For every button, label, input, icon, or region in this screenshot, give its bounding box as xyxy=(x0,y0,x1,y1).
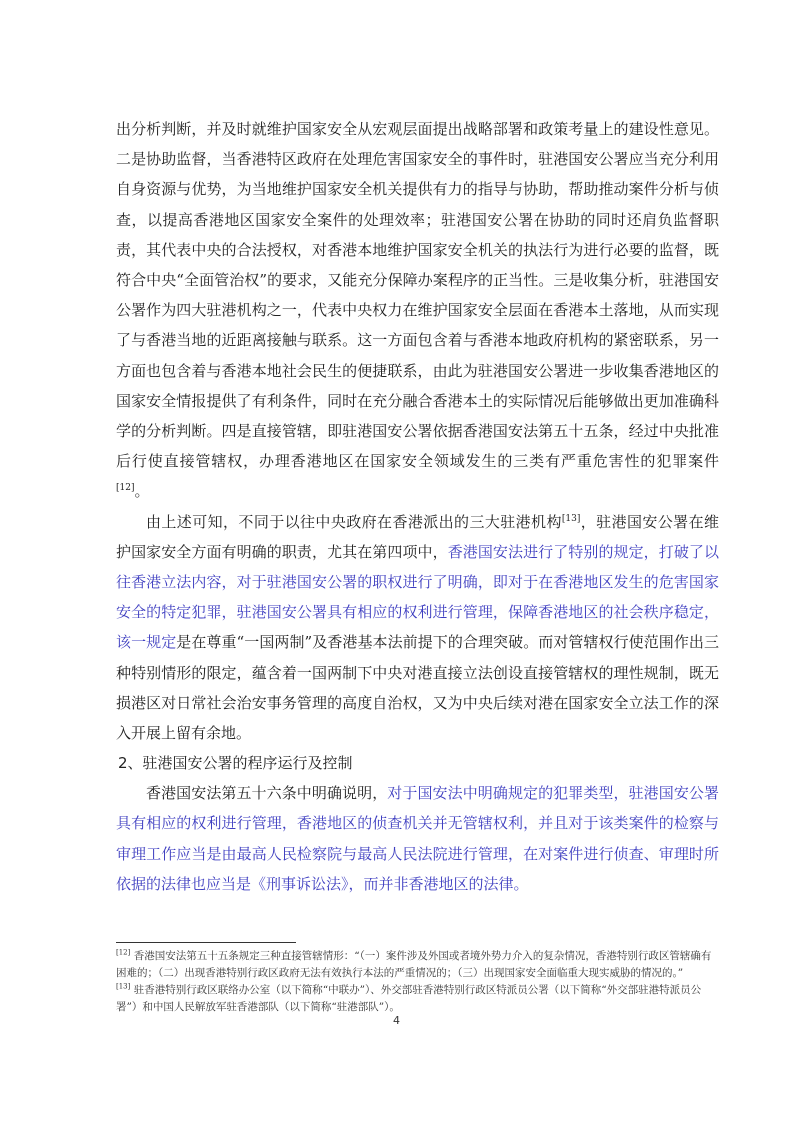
footnote-12-mark: [12] xyxy=(116,948,131,957)
paragraph-2-tail: 是在尊重“一国两制”及香港基本法前提下的合理突破。而对管辖权行使范围作出三种特别情形的限定，蕴含着一国两制下中央对港直接立法创设直接管辖权的理性规制，既无损港区对日常社会治安事务管理的高度自治权，又为中央后续对港在国家安全立法工作的深入开展上留有余地。 xyxy=(116,633,719,743)
paragraph-2-highlight: 香港国安法进行了特别的规定，打破了以往香港立法内容，对于驻港国安公署的职权进行了明确，即对于在香港地区发生的危害国家安全的特定犯罪，驻港国安公署具有相应的权利进行管理，保障香港地区的社会秩序稳定，该一规定 xyxy=(116,542,719,652)
footnote-13-mark: [13] xyxy=(116,982,131,991)
paragraph-2-middle: ，驻港国安公署在维护国家安全方面有明确的职责，尤其在第四项中， xyxy=(116,512,719,561)
paragraph-3-lead: 香港国安法第五十六条中明确说明， xyxy=(146,784,388,803)
page-number: 4 xyxy=(393,1014,400,1027)
footnote-13-text: 驻香港特别行政区联络办公室（以下简称“中联办”）、外交部驻香港特别行政区特派员公署（以下简称“外交部驻港特派员公署”）和中国人民解放军驻香港部队（以下简称“驻港部队”）。 xyxy=(116,984,702,1013)
paragraph-1-end: 。 xyxy=(134,482,150,501)
paragraph-3-highlight: 对于国安法中明确规定的犯罪类型，驻港国安公署具有相应的权利进行管理，香港地区的侦查机关并无管辖权利，并且对于该类案件的检察与审理工作应当是由最高人民检察院与最高人民法院进行管理，在对案件进行侦查、审理时所依据的法律也应当是《刑事诉讼法》，而并非香港地区的法律。 xyxy=(116,784,719,893)
footnote-12-text: 香港国安法第五十五条规定三种直接管辖情形：“（一）案件涉及外国或者境外势力介入的复杂情况，香港特别行政区管辖确有困难的；（二）出现香港特别行政区政府无法有效执行本法的严重情况的；（三）出现国家安全面临重大现实威胁的情况的。” xyxy=(116,950,712,979)
section-heading: 2、驻港国安公署的程序运行及控制 xyxy=(118,754,353,773)
footnote-divider xyxy=(116,942,296,943)
citation-12[interactable]: [12] xyxy=(116,483,135,494)
paragraph-2-lead: 由上述可知，不同于以往中央政府在香港派出的三大驻港机构 xyxy=(146,512,562,531)
footnotes xyxy=(116,948,719,1016)
footnote-12 xyxy=(116,948,719,981)
paragraph-1 xyxy=(116,114,719,507)
paragraph-3 xyxy=(116,778,719,899)
body-text xyxy=(116,114,719,899)
paragraph-2 xyxy=(116,507,719,749)
citation-13[interactable]: [13] xyxy=(561,513,581,524)
footnote-13 xyxy=(116,982,719,1015)
paragraph-1-text: 出分析判断，并及时就维护国家安全从宏观层面提出战略部署和政策考量上的建设性意见。二是协助监督，当香港特区政府在处理危害国家安全的事件时，驻港国安公署应当充分利用自身资源与优势，为当地维护国家安全机关提供有力的指导与协助，帮助推动案件分析与侦查，以提高香港地区国家安全案件的处理效率；驻港国安公署在协助的同时还肩负监督职责，其代表中央的合法授权，对香港本地维护国家安全机关的执法行为进行必要的监督，既符合中央“全面管治权”的要求，又能充分保障办案程序的正当性。三是收集分析，驻港国安公署作为四大驻港机构之一，代表中央权力在维护国家安全层面在香港本土落地，从而实现了与香港当地的近距离接触与联系。这一方面包含着与香港本地政府机构的紧密联系，另一方面也包含着与香港本地社会民生的便捷联系，由此为驻港国安公署进一步收集香港地区的国家安全情报提供了有利条件，同时在充分融合香港本土的实际情况后能够做出更加准确科学的分析判断。四是直接管辖，即驻港国安公署依据香港国安法第五十五条，经过中央批准后行使直接管辖权，办理香港地区在国家安全领域发生的三类有严重危害性的犯罪案件 xyxy=(116,120,719,471)
